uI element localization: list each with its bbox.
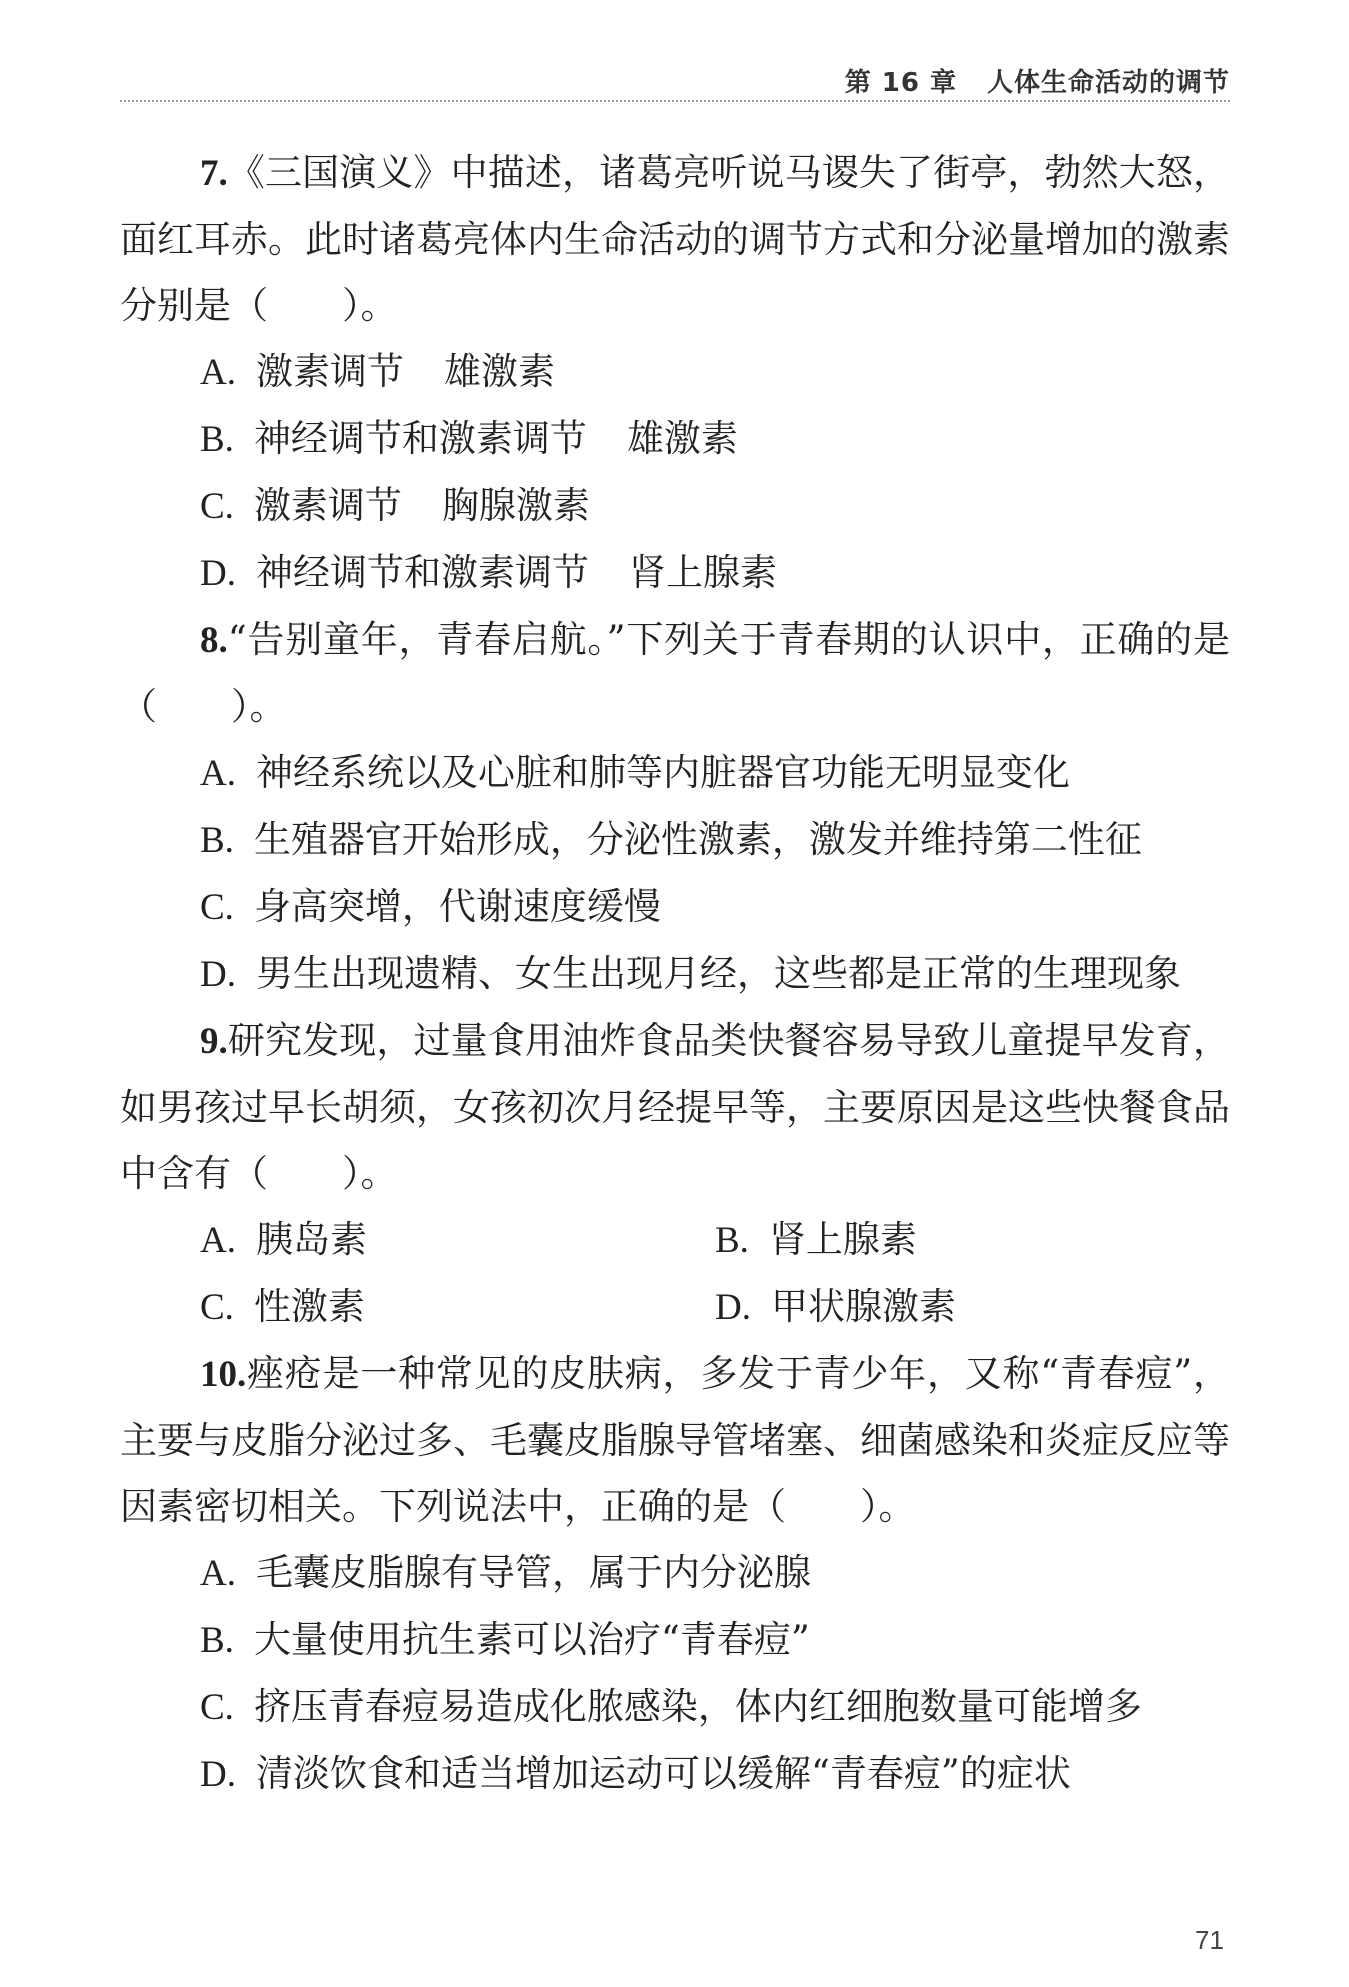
option-letter: A. [200,1553,236,1594]
option-text: 清淡饮食和适当增加运动可以缓解“青春痘”的症状 [255,1752,1071,1795]
question-7-option-c[interactable] [120,473,1230,540]
question-9-options-row-1 [120,1207,1230,1274]
option-text-2: 雄激素 [443,350,555,393]
option-letter: C. [200,1687,234,1728]
option-text-2: 雄激素 [626,417,738,460]
question-9-option-b[interactable] [715,1207,1230,1274]
option-letter: D. [200,1754,236,1795]
question-number: 9. [200,1021,228,1062]
option-text: 身高突增，代谢速度缓慢 [253,885,661,928]
running-header [0,62,1230,99]
question-9-options-row-2 [120,1274,1230,1341]
option-letter: C. [200,1287,234,1328]
option-text: 大量使用抗生素可以治疗“青春痘” [253,1618,810,1661]
question-text: 研究发现，过量食用油炸食品类快餐容易导致儿童提早发育，如男孩过早长胡须，女孩初次月经提早等，主要原因是这些快餐食品中含有（ ）。 [120,1019,1230,1195]
option-letter: B. [715,1220,749,1261]
option-text-2: 胸腺激素 [441,484,590,527]
option-letter: B. [200,419,234,460]
option-text: 神经系统以及心脏和肺等内脏器官功能无明显变化 [255,751,1070,794]
question-7-option-a[interactable] [120,339,1230,406]
question-text: 痤疮是一种常见的皮肤病，多发于青少年，又称“青春痘”，主要与皮脂分泌过多、毛囊皮脂腺导管堵塞、细菌感染和炎症反应等因素密切相关。下列说法中，正确的是（ ）。 [120,1352,1230,1528]
option-text: 男生出现遗精、女生出现月经，这些都是正常的生理现象 [255,952,1181,995]
option-text: 甲状腺激素 [770,1285,956,1328]
option-text: 生殖器官开始形成，分泌性激素，激发并维持第二性征 [253,818,1142,861]
question-8-option-c[interactable] [120,874,1230,941]
question-10-option-b[interactable] [120,1607,1230,1674]
question-text: “告别童年，青春启航。”下列关于青春期的认识中，正确的是（ ）。 [120,618,1230,728]
question-9-option-d[interactable] [715,1274,1230,1341]
question-9-stem [120,1008,1230,1207]
option-text: 毛囊皮脂腺有导管，属于内分泌腺 [255,1551,811,1594]
question-8-option-b[interactable] [120,807,1230,874]
question-10-option-c[interactable] [120,1674,1230,1741]
option-letter: C. [200,887,234,928]
question-number: 8. [200,620,228,661]
chapter-number: 第 16 章 [844,68,957,98]
option-letter: B. [200,1620,234,1661]
page-number: 71 [1195,1925,1224,1955]
question-9-option-a[interactable] [200,1207,715,1274]
option-letter: A. [200,753,236,794]
option-letter: A. [200,1220,236,1261]
option-letter: D. [715,1287,751,1328]
question-7-stem [120,140,1230,339]
option-text: 神经调节和激素调节 [255,551,589,594]
option-text-2: 肾上腺素 [628,551,777,594]
question-10-option-d[interactable] [120,1741,1230,1808]
option-text: 神经调节和激素调节 [253,417,587,460]
question-8-option-a[interactable] [120,740,1230,807]
question-text: 《三国演义》中描述，诸葛亮听说马谡失了街亭，勃然大怒，面红耳赤。此时诸葛亮体内生命活动的调节方式和分泌量增加的激素分别是（ ）。 [120,151,1230,327]
option-letter: A. [200,352,236,393]
question-7-option-b[interactable] [120,406,1230,473]
option-text: 激素调节 [255,350,404,393]
option-text: 激素调节 [253,484,402,527]
header-divider [120,100,1230,102]
question-number: 7. [200,153,228,194]
question-10-option-a[interactable] [120,1540,1230,1607]
option-text: 肾上腺素 [768,1218,917,1261]
question-8-stem [120,607,1230,740]
page-content [120,140,1230,1808]
question-7-option-d[interactable] [120,540,1230,607]
question-9-option-c[interactable] [200,1274,715,1341]
chapter-title: 人体生命活动的调节 [986,68,1230,98]
option-letter: D. [200,553,236,594]
option-letter: B. [200,820,234,861]
question-8-option-d[interactable] [120,941,1230,1008]
option-letter: C. [200,486,234,527]
question-10-stem [120,1341,1230,1540]
question-number: 10. [200,1354,247,1395]
option-text: 胰岛素 [255,1218,367,1261]
option-text: 挤压青春痘易造成化脓感染，体内红细胞数量可能增多 [253,1685,1142,1728]
option-text: 性激素 [253,1285,365,1328]
option-letter: D. [200,954,236,995]
